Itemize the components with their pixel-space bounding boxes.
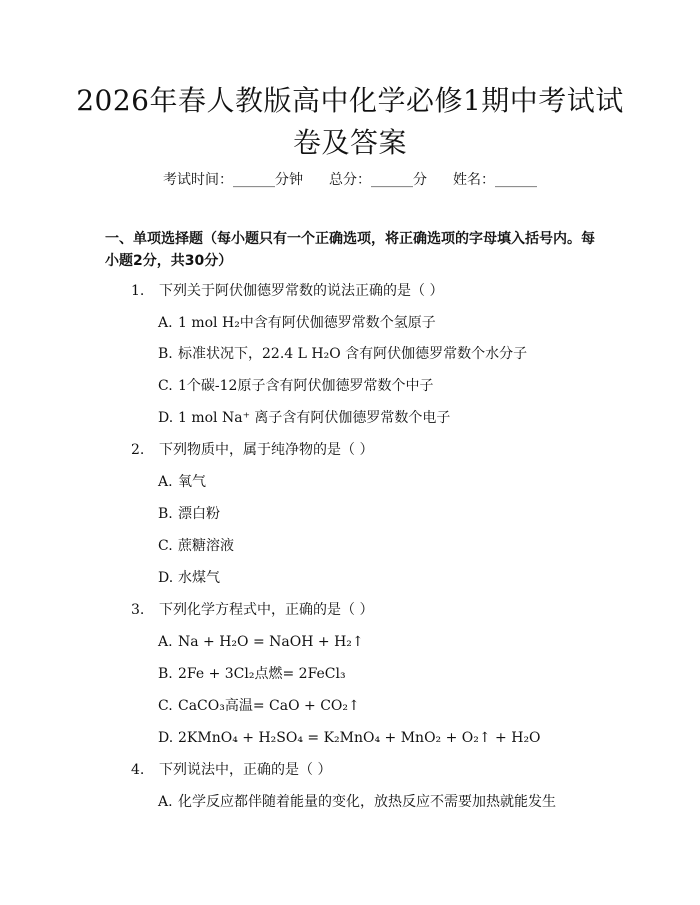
option-label: A.	[158, 474, 173, 490]
option-label: B.	[158, 666, 173, 682]
question-number: 4.	[131, 762, 145, 778]
option-text: 1 mol Na⁺ 离子含有阿伏伽德罗常数个电子	[178, 410, 451, 426]
option-label: C.	[158, 538, 173, 554]
q2-option-b	[158, 504, 220, 524]
q1-option-d	[158, 408, 450, 428]
question-3	[131, 600, 373, 620]
question-4	[131, 760, 331, 780]
question-stem: 下列物质中，属于纯净物的是（ ）	[159, 442, 374, 458]
option-label: C.	[158, 378, 173, 394]
q2-option-d	[158, 568, 220, 588]
name-field: 姓名：______	[453, 172, 537, 188]
option-label: B.	[158, 506, 173, 522]
option-text: 蔗糖溶液	[178, 538, 234, 554]
question-number: 1.	[131, 283, 145, 299]
q2-option-a	[158, 472, 206, 492]
option-text: 漂白粉	[178, 506, 220, 522]
option-label: D.	[158, 570, 174, 586]
option-label: A.	[158, 794, 173, 810]
exam-meta	[0, 170, 700, 190]
q1-option-a	[158, 313, 436, 333]
section-heading: 一、单项选择题（每小题只有一个正确选项，将正确选项的字母填入括号内。每小题2分，共30分）	[105, 231, 595, 269]
title-line-2: 卷及答案	[292, 126, 407, 159]
option-text: 1个碳-12原子含有阿伏伽德罗常数个中子	[178, 378, 434, 394]
option-text: 化学反应都伴随着能量的变化，放热反应不需要加热就能发生	[178, 794, 556, 810]
question-stem: 下列关于阿伏伽德罗常数的说法正确的是（ ）	[159, 283, 444, 299]
option-text: 2Fe + 3Cl₂点燃= 2FeCl₃	[178, 666, 346, 682]
question-stem: 下列说法中，正确的是（ ）	[159, 762, 332, 778]
option-label: B.	[158, 346, 173, 362]
option-text: CaCO₃高温= CaO + CO₂↑	[178, 698, 360, 714]
option-text: 标准状况下，22.4 L H₂O 含有阿伏伽德罗常数个水分子	[178, 346, 528, 362]
page-title	[60, 80, 640, 164]
question-1	[131, 281, 443, 301]
option-label: A.	[158, 315, 173, 331]
q1-option-b	[158, 344, 527, 364]
option-label: D.	[158, 730, 174, 746]
option-text: 氧气	[178, 474, 206, 490]
question-number: 3.	[131, 602, 145, 618]
q3-option-b	[158, 664, 346, 684]
option-text: Na + H₂O = NaOH + H₂↑	[178, 634, 364, 650]
q3-option-d	[158, 728, 541, 748]
total-score-field: 总分：______分	[329, 172, 427, 188]
q4-option-a	[158, 792, 556, 812]
q2-option-c	[158, 536, 234, 556]
option-label: D.	[158, 410, 174, 426]
title-line-1: 2026年春人教版高中化学必修1期中考试试	[76, 84, 624, 117]
option-label: A.	[158, 634, 173, 650]
q3-option-a	[158, 632, 364, 652]
question-2	[131, 440, 373, 460]
q3-option-c	[158, 696, 360, 716]
exam-time-field: 考试时间：______分钟	[163, 172, 303, 188]
question-stem: 下列化学方程式中，正确的是（ ）	[159, 602, 374, 618]
q1-option-c	[158, 376, 433, 396]
option-text: 2KMnO₄ + H₂SO₄ = K₂MnO₄ + MnO₂ + O₂↑ + H₂O	[178, 730, 541, 746]
option-label: C.	[158, 698, 173, 714]
option-text: 1 mol H₂中含有阿伏伽德罗常数个氢原子	[178, 315, 436, 331]
question-number: 2.	[131, 442, 145, 458]
option-text: 水煤气	[178, 570, 220, 586]
